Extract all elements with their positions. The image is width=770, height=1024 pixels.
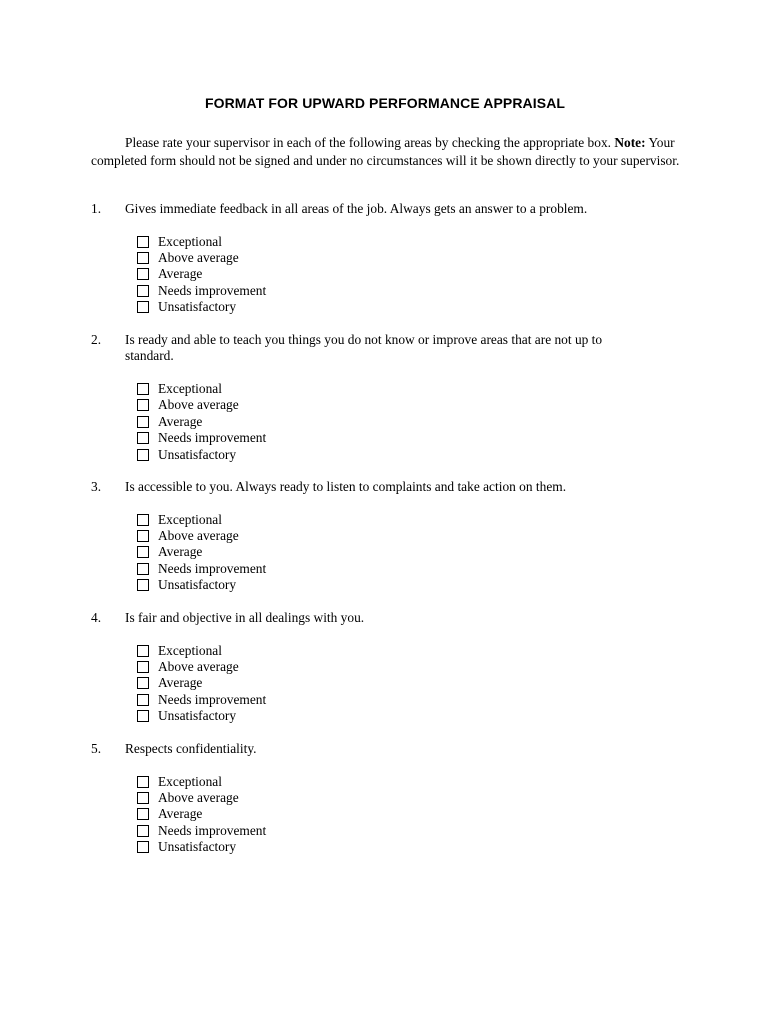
question-number: 1.	[91, 201, 102, 216]
option-exceptional[interactable]	[137, 381, 681, 397]
question-1	[91, 201, 681, 315]
option-label: Above average	[158, 658, 239, 674]
option-needs-improvement[interactable]	[137, 823, 681, 839]
option-needs-improvement[interactable]	[137, 283, 681, 299]
option-exceptional[interactable]	[137, 642, 681, 658]
option-average[interactable]	[137, 675, 681, 691]
checkbox[interactable]	[137, 236, 149, 248]
checkbox[interactable]	[137, 792, 149, 804]
checkbox[interactable]	[137, 710, 149, 722]
page-title: FORMAT FOR UPWARD PERFORMANCE APPRAISAL	[204, 95, 566, 111]
checkbox[interactable]	[137, 252, 149, 264]
checkbox[interactable]	[137, 432, 149, 444]
question-text: Gives immediate feedback in all areas of the job. Always gets an answer to a problem.	[125, 201, 588, 216]
intro-note-label: Note:	[614, 135, 646, 150]
option-needs-improvement[interactable]	[137, 430, 681, 446]
option-label: Average	[158, 413, 203, 429]
checkbox[interactable]	[137, 285, 149, 297]
intro-text: Please rate your supervisor in each of the following areas by checking the appropriate box.	[125, 135, 611, 150]
option-label: Above average	[158, 397, 239, 413]
question-number: 2.	[91, 332, 102, 347]
option-above-average[interactable]	[137, 397, 681, 413]
checkbox[interactable]	[137, 268, 149, 280]
question-text: Is ready and able to teach you things you do not know or improve areas that are not up to standard.	[125, 332, 603, 364]
option-exceptional[interactable]	[137, 773, 681, 789]
option-label: Average	[158, 544, 203, 560]
question-number: 5.	[91, 741, 102, 756]
option-unsatisfactory[interactable]	[137, 299, 681, 315]
checkbox[interactable]	[137, 399, 149, 411]
option-label: Needs improvement	[158, 560, 267, 576]
question-number: 3.	[91, 479, 102, 494]
checkbox[interactable]	[137, 546, 149, 558]
question-text: Respects confidentiality.	[125, 741, 257, 756]
checkbox[interactable]	[137, 677, 149, 689]
option-label: Average	[158, 806, 203, 822]
option-label: Exceptional	[158, 233, 222, 249]
checkbox[interactable]	[137, 416, 149, 428]
option-needs-improvement[interactable]	[137, 561, 681, 577]
option-label: Exceptional	[158, 773, 222, 789]
option-above-average[interactable]	[137, 528, 681, 544]
option-unsatisfactory[interactable]	[137, 708, 681, 724]
checkbox[interactable]	[137, 563, 149, 575]
checkbox[interactable]	[137, 825, 149, 837]
question-text: Is accessible to you. Always ready to listen to complaints and take action on them.	[125, 479, 567, 494]
checkbox[interactable]	[137, 776, 149, 788]
option-exceptional[interactable]	[137, 233, 681, 249]
option-label: Needs improvement	[158, 282, 267, 298]
option-label: Needs improvement	[158, 691, 267, 707]
option-label: Needs improvement	[158, 822, 267, 838]
checkbox[interactable]	[137, 808, 149, 820]
option-label: Exceptional	[158, 511, 222, 527]
option-unsatisfactory[interactable]	[137, 577, 681, 593]
option-needs-improvement[interactable]	[137, 692, 681, 708]
checkbox[interactable]	[137, 645, 149, 657]
checkbox[interactable]	[137, 841, 149, 853]
checkbox[interactable]	[137, 514, 149, 526]
option-exceptional[interactable]	[137, 511, 681, 527]
option-label: Unsatisfactory	[158, 446, 237, 462]
checkbox[interactable]	[137, 661, 149, 673]
option-label: Above average	[158, 249, 239, 265]
question-3	[91, 479, 681, 593]
option-unsatisfactory[interactable]	[137, 839, 681, 855]
option-label: Unsatisfactory	[158, 299, 237, 315]
option-label: Unsatisfactory	[158, 577, 237, 593]
option-average[interactable]	[137, 544, 681, 560]
option-label: Exceptional	[158, 381, 222, 396]
option-label: Exceptional	[158, 642, 222, 658]
question-text: Is fair and objective in all dealings with you.	[125, 610, 365, 625]
checkbox[interactable]	[137, 530, 149, 542]
option-label: Above average	[158, 789, 239, 805]
question-4	[91, 610, 681, 724]
checkbox[interactable]	[137, 694, 149, 706]
checkbox[interactable]	[137, 579, 149, 591]
option-above-average[interactable]	[137, 790, 681, 806]
checkbox[interactable]	[137, 301, 149, 313]
question-2	[91, 332, 681, 463]
question-number: 4.	[91, 610, 102, 625]
option-unsatisfactory[interactable]	[137, 446, 681, 462]
option-average[interactable]	[137, 806, 681, 822]
option-above-average[interactable]	[137, 659, 681, 675]
rating-options	[137, 381, 681, 463]
option-label: Above average	[158, 527, 239, 543]
option-label: Average	[158, 266, 203, 282]
rating-options	[137, 642, 681, 724]
option-label: Needs improvement	[158, 430, 267, 446]
question-5	[91, 741, 681, 855]
checkbox[interactable]	[137, 383, 149, 395]
rating-options	[137, 773, 681, 855]
option-above-average[interactable]	[137, 250, 681, 266]
option-average[interactable]	[137, 414, 681, 430]
rating-options	[137, 511, 681, 593]
intro-note-text: Your completed form should not be signed and under no circumstances will it be shown directly to your supervisor.	[91, 135, 680, 168]
intro-paragraph	[91, 134, 681, 169]
option-label: Average	[158, 675, 203, 691]
option-label: Unsatisfactory	[158, 708, 237, 724]
option-label: Unsatisfactory	[158, 839, 237, 855]
option-average[interactable]	[137, 266, 681, 282]
checkbox[interactable]	[137, 449, 149, 461]
rating-options	[137, 233, 681, 315]
